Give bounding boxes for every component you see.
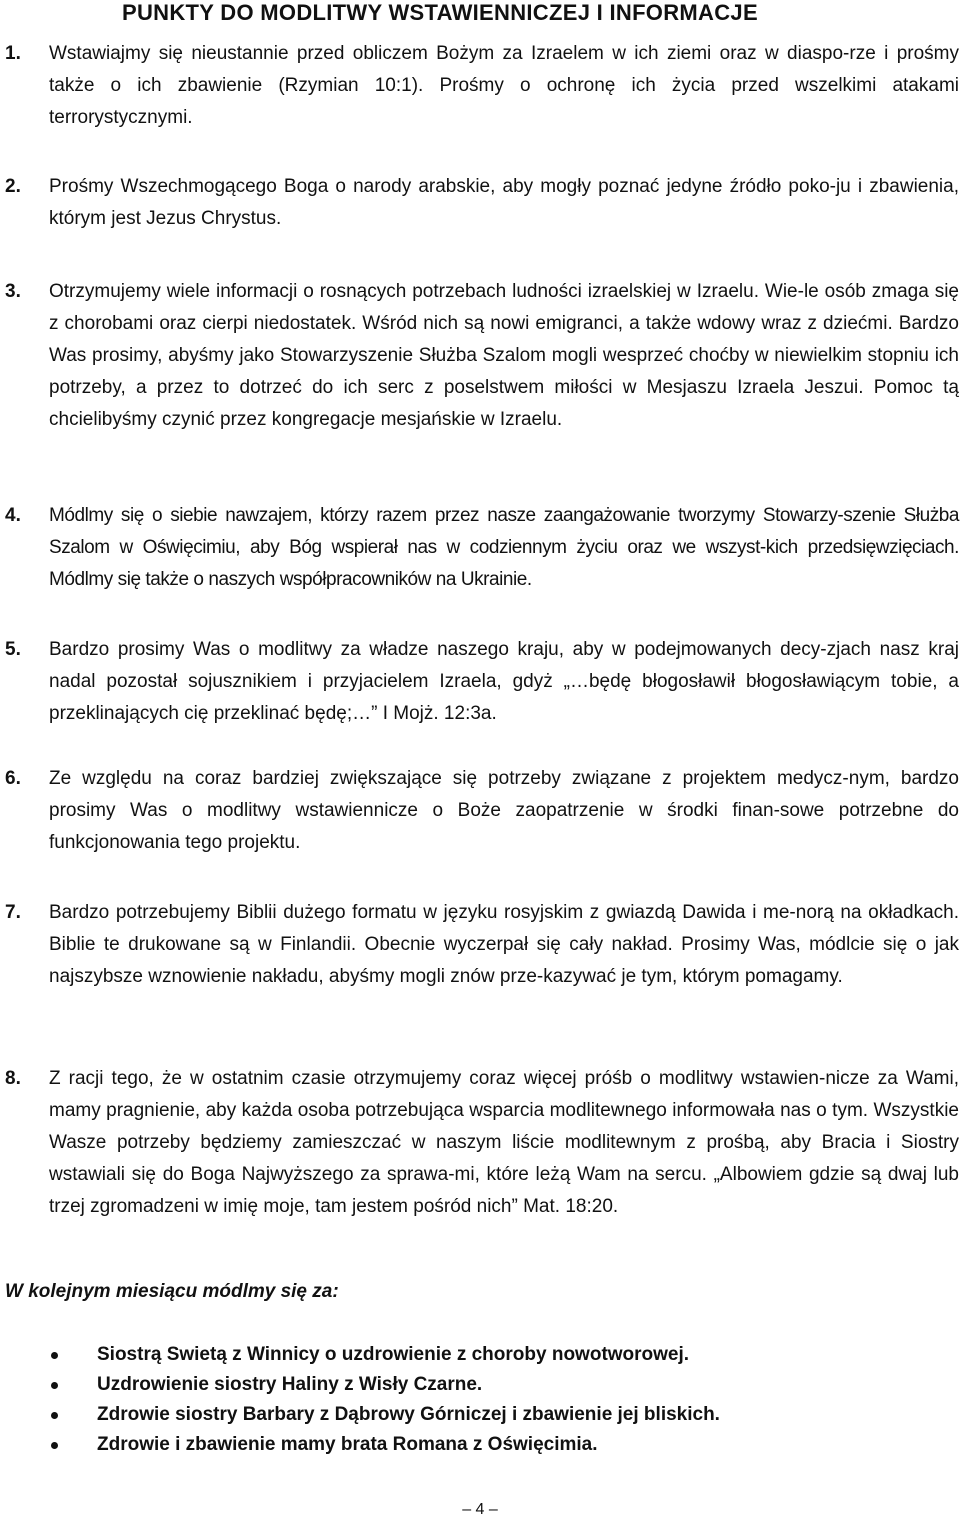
point-text: Otrzymujemy wiele informacji o rosnących potrzebach ludności izraelskiej w Izraelu. Wie-le osób zmaga się z chorobami oraz cierpi niedostatek. Wśród nich są nowi emigranci, a także wdowy wraz z dziećmi. Bardzo Was prosimy, abyśmy jako Stowarzyszenie Służba Szalom mogli wesprzeć choćby w niewielkim stopniu ich potrzeby, a przez to dotrzeć do ich serc z poselstwem miłości w Mesjaszu Izraela Jeszui. Pomoc tą chcielibyśmy czynić przez kongregacje mesjańskie w Izraelu. — [49, 281, 959, 430]
point-text: Ze względu na coraz bardziej zwiększające się potrzeby związane z projektem medycz-nym, bardzo prosimy Was o modlitwy wstawiennicze o Boże zaopatrzenie w środki finan-sowe potrzebne do funkcjonowania tego projektu. — [49, 768, 959, 853]
point-text: Módlmy się o siebie nawzajem, którzy razem przez nasze zaangażowanie tworzymy Stowarzy-szenie Służba Szalom w Oświęcimiu, aby Bóg wspierał nas w codziennym życiu oraz we wszyst-kich przedsięwzięciach. Módlmy się także o naszych współpracowników na Ukrainie. — [49, 505, 959, 590]
list-item — [0, 1370, 960, 1400]
bullet-icon — [51, 1412, 58, 1419]
list-item — [0, 1400, 960, 1430]
list-item-text: Siostrą Swietą z Winnicy o uzdrowienie z choroby nowotworowej. — [97, 1344, 690, 1365]
point-number: 5. — [5, 639, 21, 660]
point-number: 1. — [5, 43, 21, 64]
point-number: 4. — [5, 505, 21, 526]
point-text: Bardzo potrzebujemy Biblii dużego formatu w języku rosyjskim z gwiazdą Dawida i me-norą na okładkach. Biblie te drukowane są w Finlandii. Obecnie wyczerpał się cały nakład. Prosimy Was, módlcie się o jak najszybsze wznowienie nakładu, abyśmy mogli znów prze-kazywać je tym, którym pomagamy. — [49, 902, 959, 987]
list-item-text: Uzdrowienie siostry Haliny z Wisły Czarne. — [97, 1374, 483, 1395]
point-number: 8. — [5, 1068, 21, 1089]
point-text: Z racji tego, że w ostatnim czasie otrzymujemy coraz więcej próśb o modlitwy wstawien-nicze za Wami, mamy pragnienie, aby każda osoba potrzebująca wsparcia modlitewnego informowała nas o tym. Wszystkie Wasze potrzeby będziemy zamieszczać w naszym liście modlitewnym z prośbą, aby Bracia i Siostry wstawiali się do Boga Najwyższego za sprawa-mi, które leżą Wam na sercu. „Albowiem gdzie są dwaj lub trzej zgromadzeni w imię moje, tam jestem pośród nich” Mat. 18:20. — [49, 1068, 959, 1217]
page-number: – 4 – — [462, 1501, 498, 1518]
list-item-text: Zdrowie siostry Barbary z Dąbrowy Górniczej i zbawienie jej bliskich. — [97, 1404, 720, 1425]
page-title: PUNKTY DO MODLITWY WSTAWIENNICZEJ I INFORMACJE — [122, 0, 758, 25]
prayer-requests-list — [0, 1340, 960, 1460]
list-item — [0, 1340, 960, 1370]
list-item-text: Zdrowie i zbawienie mamy brata Romana z Oświęcimia. — [97, 1434, 598, 1455]
bullet-icon — [51, 1442, 58, 1449]
month-prayer-heading: W kolejnym miesiącu módlmy się za: — [5, 1281, 339, 1302]
point-number: 3. — [5, 281, 21, 302]
point-text: Bardzo prosimy Was o modlitwy za władze naszego kraju, aby w podejmowanych decy-zjach nasz kraj nadal pozostał sojusznikiem i przyjacielem Izraela, gdyż „…będę błogosławił błogosławiącym tobie, a przeklinających cię przeklinać będę;…” I Mojż. 12:3a. — [49, 639, 959, 724]
point-number: 2. — [5, 176, 21, 197]
bullet-icon — [51, 1352, 58, 1359]
point-number: 6. — [5, 768, 21, 789]
point-text: Prośmy Wszechmogącego Boga o narody arabskie, aby mogły poznać jedyne źródło poko-ju i zbawienia, którym jest Jezus Chrystus. — [49, 176, 959, 229]
list-item — [0, 1430, 960, 1460]
bullet-icon — [51, 1382, 58, 1389]
point-text: Wstawiajmy się nieustannie przed obliczem Bożym za Izraelem w ich ziemi oraz w diaspo-rze i prośmy także o ich zbawienie (Rzymian 10:1). Prośmy o ochronę ich życia przed wszelkimi atakami terrorystycznymi. — [49, 43, 959, 128]
point-number: 7. — [5, 902, 21, 923]
